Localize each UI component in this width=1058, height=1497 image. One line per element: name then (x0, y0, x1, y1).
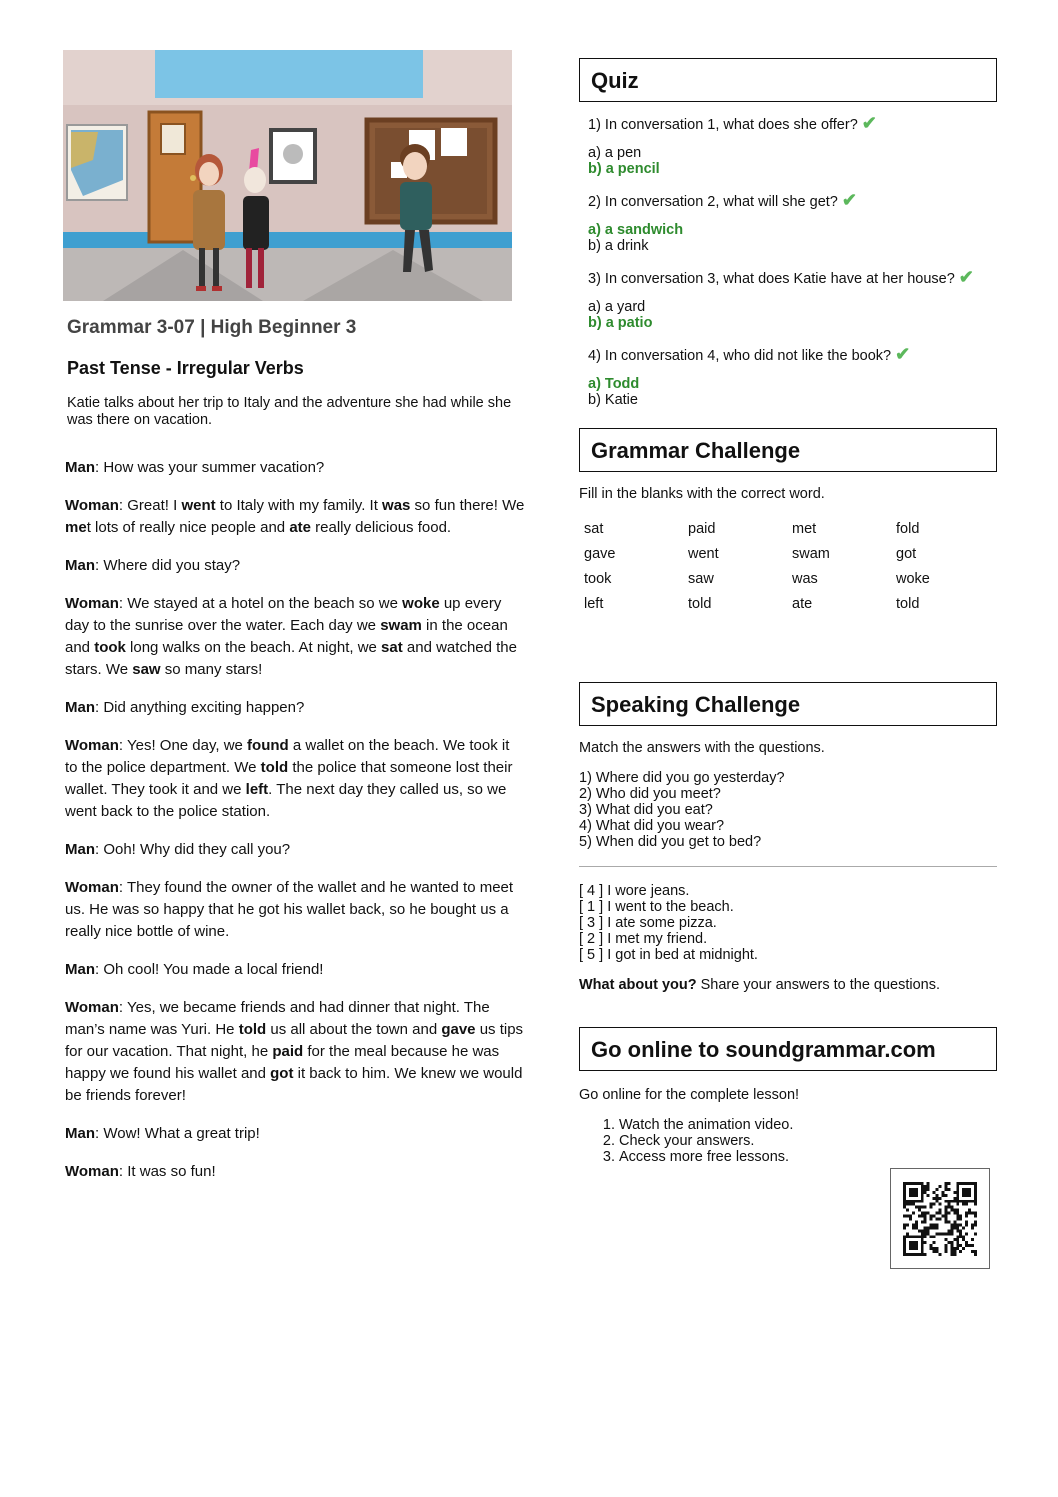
dialog-text: : Great! I (118, 497, 182, 514)
online-step: 2. Check your answers. (619, 1133, 997, 1149)
dialog-text: the police that someone lost their wallet. They took it and we (65, 759, 513, 798)
highlighted-verb: sat (381, 639, 403, 656)
word-bank-item: woke (896, 571, 930, 587)
word-bank-item: got (896, 546, 917, 562)
speaker-name: Man (65, 841, 95, 858)
dialog-line (65, 877, 525, 943)
speaking-question: 4) What did you wear? (579, 818, 725, 834)
speaker-name: Woman (65, 737, 119, 754)
dialog-text: : It was so fun! (118, 1163, 216, 1180)
check-icon: ✔ (841, 190, 857, 210)
dialog-text: t lots of really nice people and (86, 519, 290, 536)
word-bank-item: was (792, 571, 818, 587)
word-bank-item: sat (584, 521, 604, 537)
dialog-text: : Where did you stay? (95, 557, 241, 574)
dialog-text: long walks on the beach. At night, we (125, 639, 382, 656)
speaker-name: Woman (65, 497, 119, 514)
quiz-options (588, 145, 997, 177)
speaking-answers (579, 883, 997, 963)
dialog-line (65, 959, 525, 981)
word-bank-grid (584, 521, 997, 612)
highlighted-verb: swam (380, 617, 422, 634)
speaker-name: Woman (65, 1163, 119, 1180)
quiz-question-text: 4) In conversation 4, who did not like the book? (588, 348, 896, 364)
word-bank-item: fold (896, 521, 920, 537)
speaker-name: Man (65, 699, 95, 716)
dialog-text: : Wow! What a great trip! (95, 1125, 260, 1142)
highlighted-verb: told (238, 1021, 267, 1038)
speaking-questions (579, 770, 997, 850)
quiz-options (588, 299, 997, 331)
highlighted-verb: saw (132, 661, 161, 678)
go-online-heading: Go online to soundgrammar.com (579, 1027, 997, 1071)
dialog-line (65, 1123, 525, 1145)
dialog-text: up every day to the sunrise over the water. Each day we (65, 595, 502, 634)
dialog-line (65, 697, 525, 719)
word-bank-item: gave (584, 546, 616, 562)
check-icon: ✔ (895, 344, 911, 364)
go-online-text: Go online for the complete lesson! (579, 1087, 800, 1103)
classroom-scene-image (63, 50, 512, 301)
word-bank-item: left (584, 596, 604, 612)
word-bank-item: paid (688, 521, 716, 537)
dialog-line (65, 735, 525, 823)
dialog-text: : Oh cool! You made a local friend! (95, 961, 324, 978)
speaking-challenge-heading: Speaking Challenge (579, 682, 997, 726)
dialog-text: a wallet on the beach. We took it to the police department. We (65, 737, 510, 776)
speaker-name: Woman (65, 999, 119, 1016)
quiz-options (588, 376, 997, 408)
lesson-title: Grammar 3-07 | High Beginner 3 (67, 317, 357, 338)
quiz-option-a: a) a yard (588, 299, 646, 315)
online-step: 3. Access more free lessons. (619, 1149, 997, 1165)
dialog-text: it back to him. We knew we would be friends forever! (65, 1065, 523, 1104)
speaking-instruction: Match the answers with the questions. (579, 740, 825, 756)
speaking-question: 2) Who did you meet? (579, 786, 721, 802)
dialog-text: : Ooh! Why did they call you? (95, 841, 291, 858)
what-about-bold: What about you? (579, 977, 697, 993)
speaker-name: Man (65, 459, 95, 476)
speaking-question: 1) Where did you go yesterday? (579, 770, 785, 786)
highlighted-verb: paid (272, 1043, 304, 1060)
dialog-line (65, 495, 525, 539)
quiz-option-a: a) Todd (588, 376, 640, 392)
lesson-subtitle: Past Tense - Irregular Verbs (67, 358, 304, 378)
quiz-question (588, 345, 997, 366)
quiz-option-a: a) a pen (588, 145, 642, 161)
qr-code[interactable] (890, 1168, 990, 1269)
quiz-option-a: a) a sandwich (588, 222, 684, 238)
speaking-answer: [ 5 ] I got in bed at midnight. (579, 947, 758, 963)
highlighted-verb: left (245, 781, 269, 798)
speaker-name: Man (65, 557, 95, 574)
dialog-line (65, 457, 525, 479)
what-about-rest: Share your answers to the questions. (696, 977, 941, 993)
dialog-text: us all about the town and (266, 1021, 442, 1038)
what-about-you (579, 977, 997, 993)
quiz-question-text: 3) In conversation 3, what does Katie have at her house? (588, 271, 959, 287)
online-step: 1. Watch the animation video. (619, 1117, 997, 1133)
speaking-answer: [ 2 ] I met my friend. (579, 931, 708, 947)
dialog-transcript (65, 457, 525, 1183)
word-bank-item: told (896, 596, 920, 612)
dialog-text: in the ocean and (65, 617, 508, 656)
dialog-text: for the meal because he was happy we found his wallet and (65, 1043, 500, 1082)
grammar-challenge-heading: Grammar Challenge (579, 428, 997, 472)
quiz-option-b: b) Katie (588, 392, 638, 408)
word-bank-item: swam (792, 546, 830, 562)
dialog-line (65, 1161, 525, 1183)
dialog-text: : They found the owner of the wallet and he wanted to meet us. He was so happy that he got his wallet back, so he bought us a really nice bottle of wine. (65, 879, 514, 940)
speaker-name: Woman (65, 879, 119, 896)
speaking-answer: [ 3 ] I ate some pizza. (579, 915, 717, 931)
highlighted-verb: me (65, 519, 87, 536)
word-bank-item: ate (792, 596, 813, 612)
word-bank-item: told (688, 596, 712, 612)
highlighted-verb: took (94, 639, 126, 656)
dialog-text: : We stayed at a hotel on the beach so we (118, 595, 403, 612)
dialog-text: . The next day they called us, so we went back to the police station. (65, 781, 507, 820)
quiz-heading: Quiz (579, 58, 997, 102)
quiz-question-text: 1) In conversation 1, what does she offer? (588, 117, 862, 133)
quiz-list (588, 114, 997, 408)
lesson-description: Katie talks about her trip to Italy and the adventure she had while she was there on vacation. (67, 395, 512, 428)
check-icon: ✔ (958, 267, 974, 287)
quiz-question (588, 268, 997, 289)
dialog-text: : Did anything exciting happen? (95, 699, 305, 716)
speaker-name: Man (65, 1125, 95, 1142)
dialog-text: and watched the stars. We (65, 639, 517, 678)
dialog-text: : How was your summer vacation? (95, 459, 325, 476)
word-bank-item: took (584, 571, 612, 587)
lesson-illustration (63, 50, 512, 301)
check-icon: ✔ (861, 113, 877, 133)
quiz-option-b: b) a patio (588, 315, 653, 331)
dialog-line (65, 593, 525, 681)
dialog-text: us tips for our vacation. That night, he (65, 1021, 524, 1060)
grammar-instruction: Fill in the blanks with the correct word. (579, 486, 825, 502)
word-bank-item: went (688, 546, 719, 562)
speaker-name: Woman (65, 595, 119, 612)
quiz-question (588, 114, 997, 135)
speaking-answer: [ 4 ] I wore jeans. (579, 883, 690, 899)
highlighted-verb: found (247, 737, 289, 754)
qr-code-icon (903, 1182, 977, 1256)
highlighted-verb: got (270, 1065, 294, 1082)
word-bank-item: met (792, 521, 817, 537)
dialog-text: : Yes! One day, we (118, 737, 248, 754)
highlighted-verb: gave (441, 1021, 476, 1038)
dialog-line (65, 997, 525, 1107)
highlighted-verb: ate (289, 519, 311, 536)
speaking-question: 5) When did you get to bed? (579, 834, 762, 850)
quiz-options (588, 222, 997, 254)
online-steps-list (579, 1117, 997, 1165)
highlighted-verb: told (260, 759, 289, 776)
quiz-question (588, 191, 997, 212)
quiz-question-text: 2) In conversation 2, what will she get? (588, 194, 842, 210)
dialog-text: really delicious food. (311, 519, 452, 536)
word-bank-item: saw (688, 571, 714, 587)
dialog-text: : Yes, we became friends and had dinner that night. The man’s name was Yuri. He (65, 999, 490, 1038)
dialog-line (65, 839, 525, 861)
dialog-text: to Italy with my family. It (215, 497, 383, 514)
divider (579, 866, 997, 867)
right-column (579, 58, 997, 1165)
speaking-question: 3) What did you eat? (579, 802, 713, 818)
dialog-text: so fun there! We (410, 497, 525, 514)
speaker-name: Man (65, 961, 95, 978)
quiz-option-b: b) a drink (588, 238, 649, 254)
dialog-line (65, 555, 525, 577)
left-column (63, 50, 523, 1199)
quiz-option-b: b) a pencil (588, 161, 660, 177)
highlighted-verb: went (181, 497, 216, 514)
highlighted-verb: was (382, 497, 411, 514)
speaking-answer: [ 1 ] I went to the beach. (579, 899, 734, 915)
dialog-text: so many stars! (160, 661, 263, 678)
highlighted-verb: woke (402, 595, 440, 612)
